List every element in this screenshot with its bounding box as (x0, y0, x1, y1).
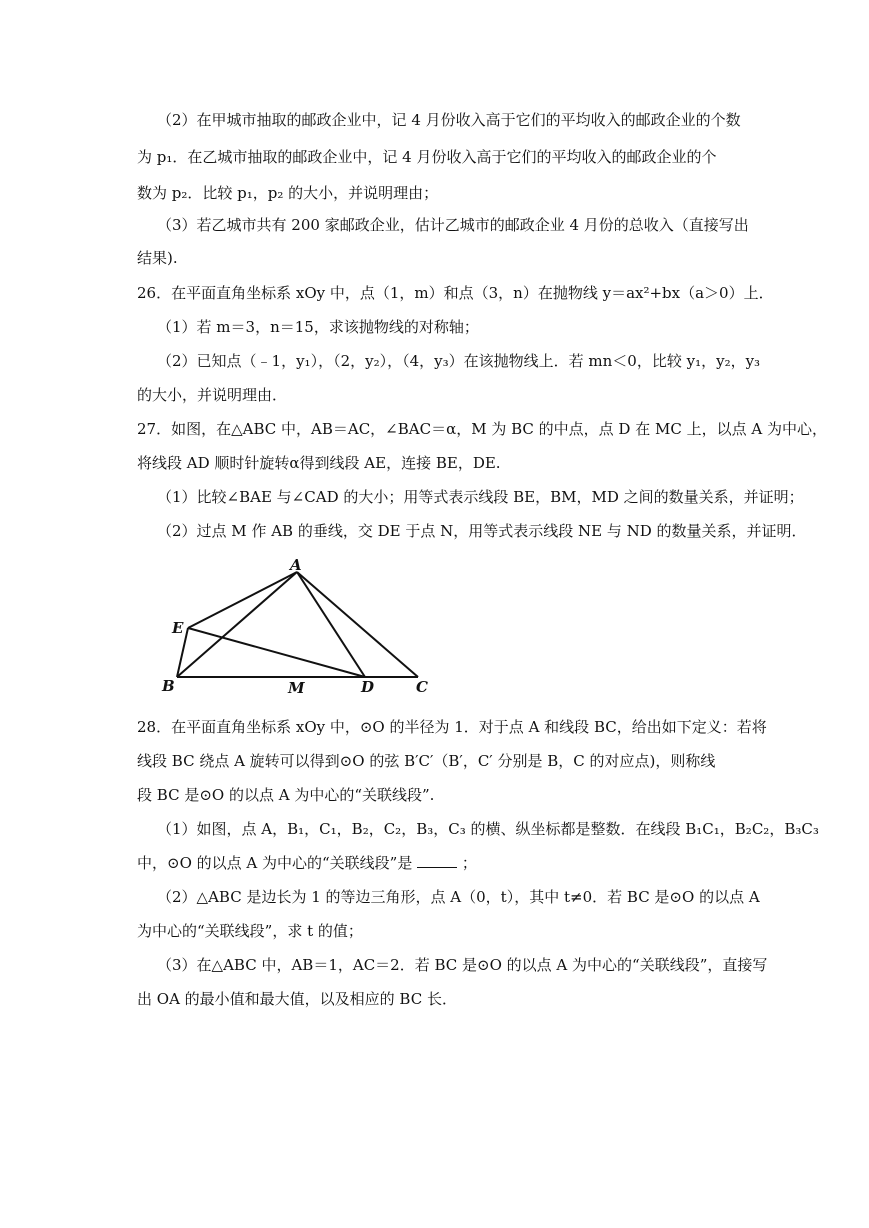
q25-part2-line1: （2）在甲城市抽取的邮政企业中，记 4 月份收入高于它们的平均收入的邮政企业的个数 (157, 111, 741, 129)
q28-part3-line1: （3）在△ABC 中，AB＝1，AC＝2．若 BC 是⊙O 的以点 A 为中心的“关联线段”，直接写 (157, 956, 768, 974)
q27-part2: （2）过点 M 作 AB 的垂线，交 DE 于点 N，用等式表示线段 NE 与 ND 的数量关系，并证明． (157, 522, 807, 540)
q25-part3-line2: 结果). (137, 249, 178, 267)
q28-part2-line2: 为中心的“关联线段”，求 t 的值； (137, 922, 363, 940)
q28-stem-line1: 28．在平面直角坐标系 xOy 中，⊙O 的半径为 1．对于点 A 和线段 BC，给出如下定义：若将 (137, 718, 767, 736)
q28-part1-line2 (137, 853, 477, 873)
answer-blank[interactable] (417, 853, 457, 868)
label-E: E (172, 619, 184, 637)
segment-AC (297, 572, 418, 677)
q28-part1-line2-text: 中，⊙O 的以点 A 为中心的“关联线段”是 (137, 854, 413, 872)
q26-part1: （1）若 m＝3，n＝15，求该抛物线的对称轴； (157, 318, 479, 336)
q28-part3-line2: 出 OA 的最小值和最大值，以及相应的 BC 长． (137, 990, 457, 1008)
q27-stem-line2: 将线段 AD 顺时针旋转α得到线段 AE，连接 BE，DE. (137, 454, 501, 472)
label-B: B (162, 677, 175, 695)
q25-part3-line1: （3）若乙城市共有 200 家邮政企业，估计乙城市的邮政企业 4 月份的总收入（直接写出 (157, 216, 749, 234)
label-D: D (361, 678, 375, 695)
label-A: A (290, 556, 302, 574)
triangle-figure (150, 555, 450, 695)
q28-part1-line2-end: ； (461, 854, 477, 872)
q28-stem-line2: 线段 BC 绕点 A 旋转可以得到⊙O 的弦 B′C′（B′，C′ 分别是 B，C 的对应点)，则称线 (137, 752, 716, 770)
q25-part2-line3: 数为 p₂．比较 p₁，p₂ 的大小，并说明理由； (137, 184, 439, 202)
q28-part1-line1: （1）如图，点 A，B₁，C₁，B₂，C₂，B₃，C₃ 的横、纵坐标都是整数．在线段 B₁C₁，B₂C₂，B₃C₃ (157, 820, 819, 838)
q25-part2-line2: 为 p₁．在乙城市抽取的邮政企业中，记 4 月份收入高于它们的平均收入的邮政企业的个 (137, 148, 717, 166)
q27-stem-line1: 27．如图，在△ABC 中，AB＝AC，∠BAC＝α，M 为 BC 的中点，点 D 在 MC 上，以点 A 为中心， (137, 420, 827, 438)
q28-stem-line3: 段 BC 是⊙O 的以点 A 为中心的“关联线段”. (137, 786, 435, 804)
q28-part2-line1: （2）△ABC 是边长为 1 的等边三角形，点 A（0，t），其中 t≠0．若 BC 是⊙O 的以点 A (157, 888, 760, 906)
label-M: M (288, 679, 305, 695)
q26-part2-line2: 的大小，并说明理由． (137, 386, 288, 404)
q27-part1: （1）比较∠BAE 与∠CAD 的大小；用等式表示线段 BE，BM，MD 之间的数量关系，并证明； (157, 488, 804, 506)
q26-stem: 26．在平面直角坐标系 xOy 中，点（1，m）和点（3，n）在抛物线 y＝ax²+bx（a＞0）上． (137, 284, 774, 302)
q26-part2-line1: （2）已知点（﹣1，y₁），（2，y₂），（4，y₃）在该抛物线上．若 mn＜0，比较 y₁，y₂，y₃ (157, 352, 761, 370)
label-C: C (416, 678, 428, 695)
